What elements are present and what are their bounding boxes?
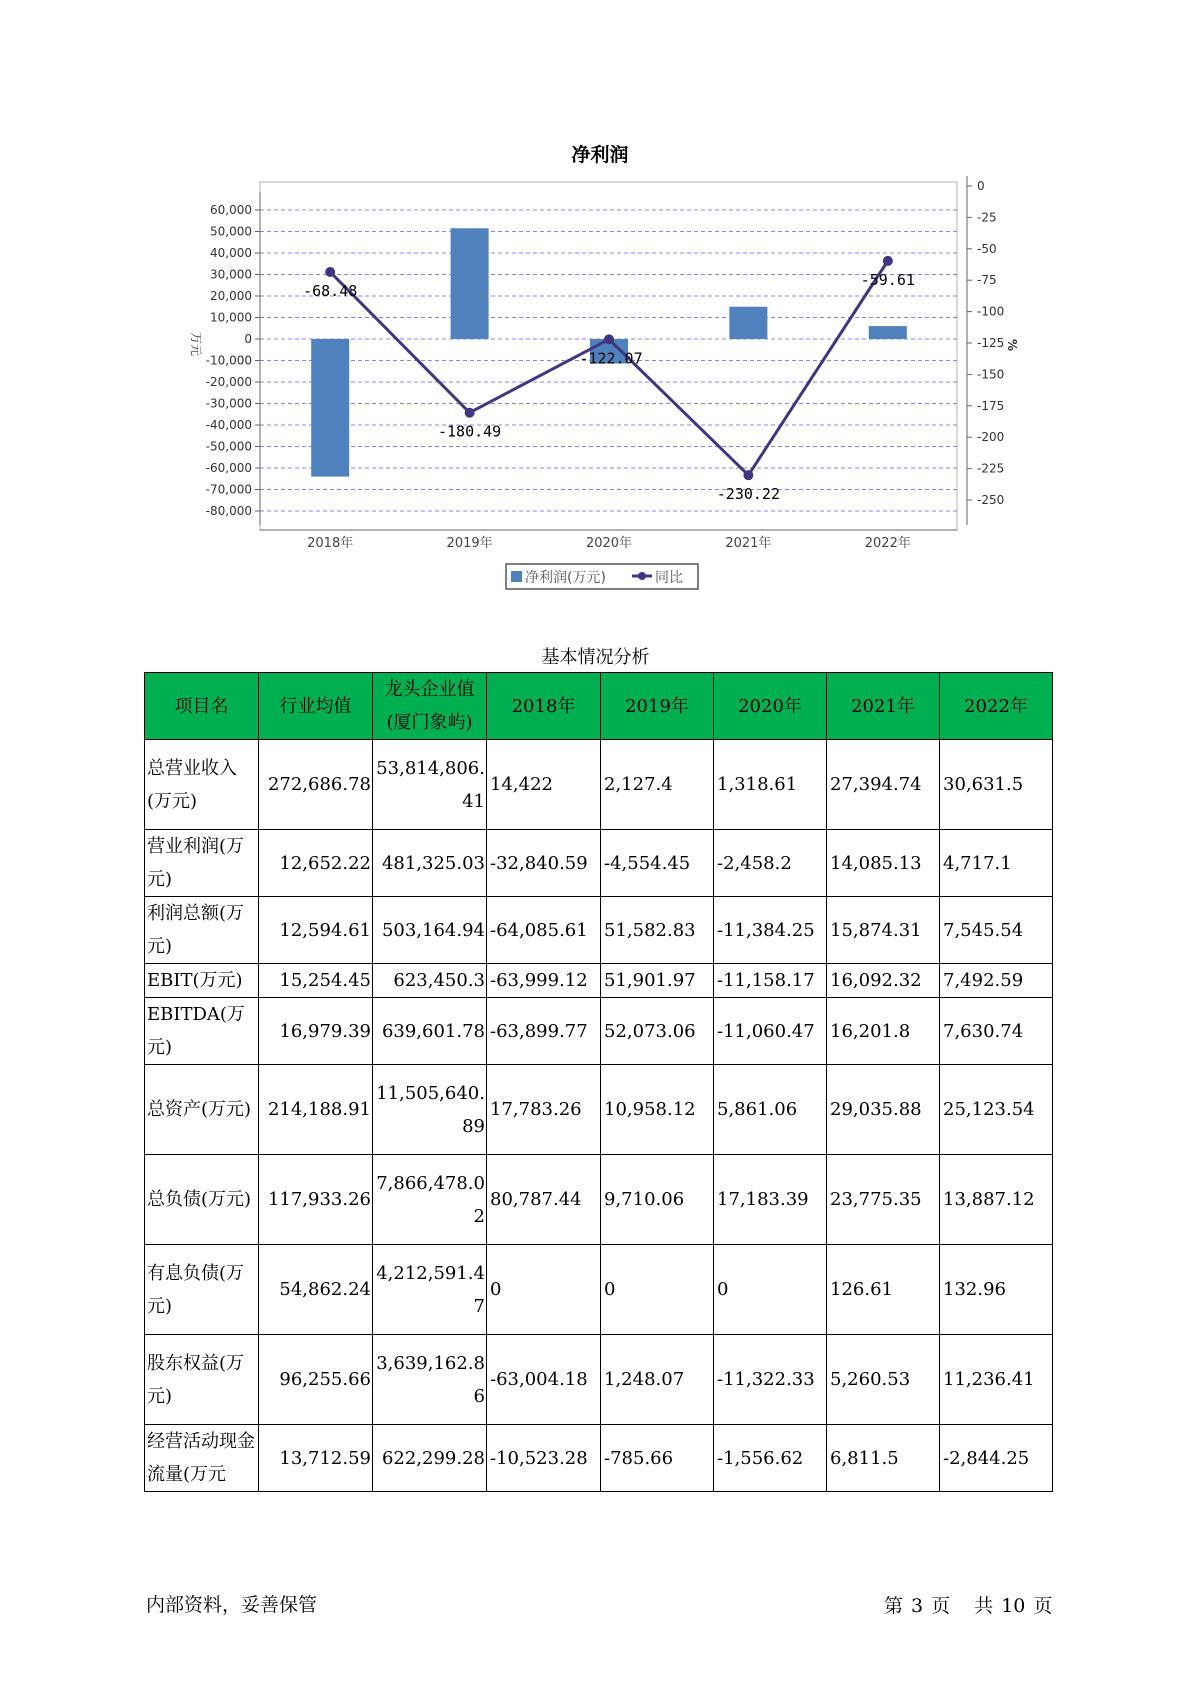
yoy-data-label: -180.49	[437, 422, 502, 441]
table-cell: -64,085.61	[487, 897, 601, 964]
table-cell: -10,523.28	[487, 1425, 601, 1492]
table-header-cell: 项目名	[145, 673, 259, 740]
table-cell: -11,158.17	[714, 964, 827, 998]
yoy-data-label: -122.07	[579, 349, 643, 368]
table-cell: 13,712.59	[259, 1425, 373, 1492]
table-cell: 117,933.26	[259, 1155, 373, 1245]
table-cell: 481,325.03	[373, 830, 487, 897]
table-cell: 17,183.39	[714, 1155, 827, 1245]
right-tick-label: -75	[977, 273, 997, 288]
footer-page-counter	[884, 1591, 1060, 1618]
left-tick-label: -80,000	[205, 504, 252, 518]
table-row	[145, 897, 1053, 964]
table-cell: -32,840.59	[487, 830, 601, 897]
right-tick-label: -25	[977, 210, 997, 225]
chart-svg	[160, 130, 1040, 600]
table-cell: 15,254.45	[259, 964, 373, 998]
yoy-data-label: -230.22	[716, 485, 781, 504]
left-tick-label: -40,000	[205, 418, 252, 432]
table-cell: -11,384.25	[714, 897, 827, 964]
table-cell: 7,492.59	[940, 964, 1053, 998]
left-tick-label: -30,000	[205, 396, 252, 411]
table-row	[145, 998, 1053, 1065]
left-tick-label: -70,000	[205, 482, 252, 497]
table-header-cell: 行业均值	[259, 673, 373, 740]
legend-line-label: 同比	[655, 570, 683, 586]
net-profit-bar	[451, 228, 489, 339]
table-header-cell: 2022年	[940, 673, 1053, 740]
right-axis-title: %	[1005, 338, 1019, 352]
table-cell: 15,874.31	[827, 897, 940, 964]
right-tick-label: -225	[977, 461, 1005, 476]
table-row	[145, 1425, 1053, 1492]
table-cell: 17,783.26	[487, 1065, 601, 1155]
table-cell: 1,248.07	[601, 1335, 714, 1425]
table-cell: 54,862.24	[259, 1245, 373, 1335]
yoy-point	[325, 267, 335, 277]
right-tick-label: -250	[977, 493, 1005, 507]
table-cell: 12,594.61	[259, 897, 373, 964]
right-tick-label: -100	[977, 304, 1005, 319]
page-unit: 页	[931, 1595, 951, 1617]
total-number: 10	[1001, 1595, 1026, 1617]
table-cell: 12,652.22	[259, 830, 373, 897]
table-cell: 639,601.78	[373, 998, 487, 1065]
row-label: 总营业收入(万元)	[145, 740, 259, 830]
table-row	[145, 1335, 1053, 1425]
right-tick-label: 0	[977, 179, 985, 193]
x-tick-label: 2018年	[307, 536, 354, 551]
table-cell: 132.96	[940, 1245, 1053, 1335]
table-cell: 7,545.54	[940, 897, 1053, 964]
row-label: 总资产(万元)	[145, 1065, 259, 1155]
table-title: 基本情况分析	[541, 647, 650, 668]
table-cell: -1,556.62	[714, 1425, 827, 1492]
total-prefix: 共	[974, 1595, 994, 1617]
table-cell: -63,004.18	[487, 1335, 601, 1425]
table-cell: -4,554.45	[601, 830, 714, 897]
table-cell: -11,060.47	[714, 998, 827, 1065]
table-cell: 51,582.83	[601, 897, 714, 964]
table-body	[145, 740, 1053, 1492]
table-cell: 80,787.44	[487, 1155, 601, 1245]
table-header-cell: 龙头企业值(厦门象屿)	[373, 673, 487, 740]
table-cell: 3,639,162.86	[373, 1335, 487, 1425]
table-cell: -2,458.2	[714, 830, 827, 897]
table-cell: 10,958.12	[601, 1065, 714, 1155]
table-cell: 272,686.78	[259, 740, 373, 830]
table-cell: 16,979.39	[259, 998, 373, 1065]
right-tick-label: -200	[977, 430, 1005, 445]
table-cell: 1,318.61	[714, 740, 827, 830]
left-tick-label: 60,000	[210, 203, 252, 217]
left-tick-label: -20,000	[205, 375, 252, 389]
table-cell: 126.61	[827, 1245, 940, 1335]
table-cell: 6,811.5	[827, 1425, 940, 1492]
left-tick-label: -10,000	[205, 353, 252, 368]
row-label: 利润总额(万元)	[145, 897, 259, 964]
row-label: 营业利润(万元)	[145, 830, 259, 897]
table-cell: 23,775.35	[827, 1155, 940, 1245]
yoy-data-label: -59.61	[860, 270, 915, 289]
table-cell: 52,073.06	[601, 998, 714, 1065]
table-cell: 16,092.32	[827, 964, 940, 998]
left-tick-label: 10,000	[210, 310, 252, 325]
page-prefix: 第	[884, 1595, 904, 1617]
table-row	[145, 1155, 1053, 1245]
legend-bar-swatch	[511, 571, 522, 582]
table-cell: 11,236.41	[940, 1335, 1053, 1425]
left-tick-label: 20,000	[210, 289, 252, 303]
table-cell: 25,123.54	[940, 1065, 1053, 1155]
table-cell: 2,127.4	[601, 740, 714, 830]
legend-bar-label: 净利润(万元)	[525, 570, 606, 586]
yoy-line	[330, 261, 888, 475]
yoy-point	[465, 408, 475, 418]
right-tick-label: -125	[977, 336, 1005, 350]
row-label: EBIT(万元)	[145, 964, 259, 998]
left-axis-title: 万元	[189, 331, 203, 357]
table-cell: 0	[487, 1245, 601, 1335]
row-label: 总负债(万元)	[145, 1155, 259, 1245]
table-cell: 30,631.5	[940, 740, 1053, 830]
table-cell: 27,394.74	[827, 740, 940, 830]
table-cell: 51,901.97	[601, 964, 714, 998]
table-cell: -11,322.33	[714, 1335, 827, 1425]
x-tick-label: 2019年	[446, 536, 493, 551]
table-cell: 53,814,806.41	[373, 740, 487, 830]
yoy-point	[743, 470, 753, 480]
chart-title: 净利润	[571, 144, 629, 166]
table-cell: 7,630.74	[940, 998, 1053, 1065]
net-profit-bar	[869, 326, 907, 339]
footer-confidential: 内部资料，妥善保管	[146, 1594, 318, 1616]
table-row	[145, 1245, 1053, 1335]
table-cell: 14,085.13	[827, 830, 940, 897]
total-unit: 页	[1033, 1595, 1053, 1617]
table-cell: 214,188.91	[259, 1065, 373, 1155]
table-cell: 623,450.3	[373, 964, 487, 998]
table-row	[145, 964, 1053, 998]
left-tick-label: -50,000	[205, 439, 252, 454]
x-tick-label: 2022年	[864, 536, 911, 551]
table-cell: 29,035.88	[827, 1065, 940, 1155]
left-tick-label: -60,000	[205, 461, 252, 475]
right-tick-label: -150	[977, 367, 1005, 382]
table-cell: 11,505,640.89	[373, 1065, 487, 1155]
x-tick-label: 2021年	[725, 536, 772, 551]
table-cell: 5,260.53	[827, 1335, 940, 1425]
basic-analysis-table	[144, 672, 1053, 1492]
net-profit-bar	[729, 307, 767, 339]
table-cell: -785.66	[601, 1425, 714, 1492]
table-cell: 503,164.94	[373, 897, 487, 964]
yoy-data-label: -68.48	[303, 282, 358, 301]
yoy-point	[883, 256, 893, 266]
table-cell: -63,999.12	[487, 964, 601, 998]
table-cell: 96,255.66	[259, 1335, 373, 1425]
table-cell: 5,861.06	[714, 1065, 827, 1155]
table-cell: 7,866,478.02	[373, 1155, 487, 1245]
left-tick-label: 0	[244, 332, 252, 346]
table-row	[145, 740, 1053, 830]
net-profit-bar	[311, 339, 349, 477]
left-tick-label: 40,000	[210, 246, 252, 260]
table-row	[145, 830, 1053, 897]
table-header-row	[145, 673, 1053, 740]
left-tick-label: 30,000	[210, 267, 252, 282]
table-cell: 0	[714, 1245, 827, 1335]
x-tick-label: 2020年	[585, 536, 633, 551]
net-profit-chart	[160, 130, 1040, 600]
row-label: 经营活动现金流量(万元	[145, 1425, 259, 1492]
table-header-cell: 2020年	[714, 673, 827, 740]
table-cell: -63,899.77	[487, 998, 601, 1065]
table-cell: 622,299.28	[373, 1425, 487, 1492]
table-header-cell: 2019年	[601, 673, 714, 740]
right-tick-label: -175	[977, 398, 1005, 413]
left-tick-label: 50,000	[210, 224, 252, 239]
table-cell: 0	[601, 1245, 714, 1335]
row-label: 股东权益(万元)	[145, 1335, 259, 1425]
legend-line-marker	[638, 572, 646, 580]
right-tick-label: -50	[977, 241, 997, 256]
table-cell: -2,844.25	[940, 1425, 1053, 1492]
page-number: 3	[911, 1595, 924, 1617]
table-cell: 9,710.06	[601, 1155, 714, 1245]
table-cell: 16,201.8	[827, 998, 940, 1065]
table-cell: 14,422	[487, 740, 601, 830]
table-header-cell: 2018年	[487, 673, 601, 740]
table-cell: 4,717.1	[940, 830, 1053, 897]
row-label: 有息负债(万元)	[145, 1245, 259, 1335]
row-label: EBITDA(万元)	[145, 998, 259, 1065]
table-cell: 4,212,591.47	[373, 1245, 487, 1335]
table-cell: 13,887.12	[940, 1155, 1053, 1245]
table-row	[145, 1065, 1053, 1155]
yoy-point	[604, 334, 614, 344]
table-header-cell: 2021年	[827, 673, 940, 740]
